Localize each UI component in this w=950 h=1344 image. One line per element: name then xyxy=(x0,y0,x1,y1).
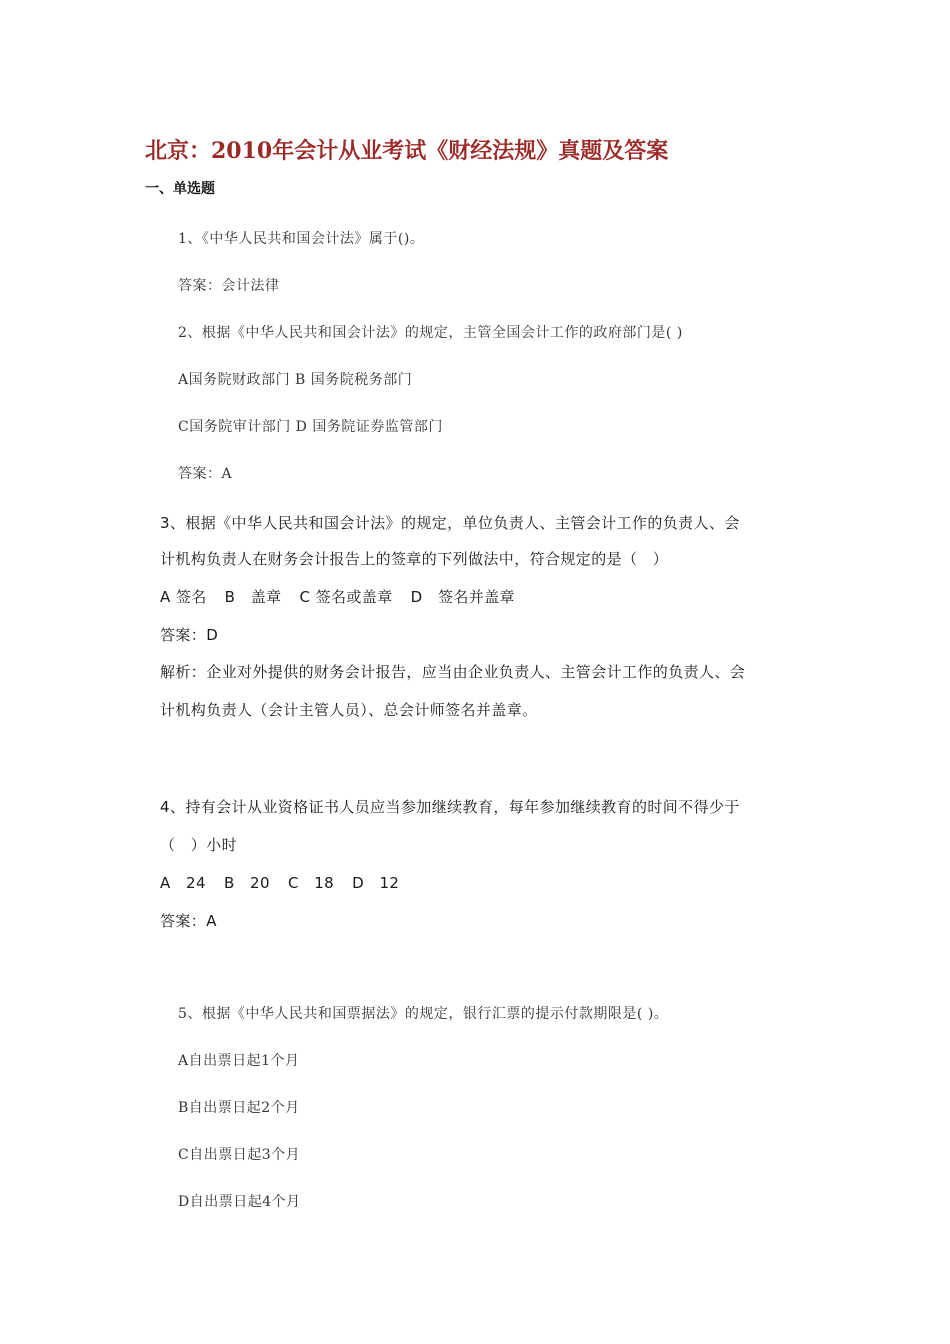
option: B 20 xyxy=(223,874,270,892)
option: D 签名并盖章 xyxy=(410,588,515,606)
question-3-line-1: 3、根据《中华人民共和国会计法》的规定，单位负责人、主管会计工作的负责人、会 xyxy=(160,514,740,532)
question-5: 5、根据《中华人民共和国票据法》的规定，银行汇票的提示付款期限是( )。 xyxy=(178,1006,669,1022)
question-2-options-cd: C国务院审计部门 D 国务院证券监管部门 xyxy=(178,419,443,435)
option: D 12 xyxy=(352,874,400,892)
option: A 24 xyxy=(160,874,206,892)
option: C 签名或盖章 xyxy=(299,588,393,606)
section-heading: 一、单选题 xyxy=(145,181,215,197)
answer-3: 答案：D xyxy=(160,626,219,644)
question-4-options xyxy=(160,872,417,893)
question-2: 2、根据《中华人民共和国会计法》的规定，主管全国会计工作的政府部门是( ) xyxy=(178,325,683,341)
answer-4: 答案：A xyxy=(160,912,217,930)
page-title: 北京：2010年会计从业考试《财经法规》真题及答案 xyxy=(145,138,669,164)
answer-2: 答案：A xyxy=(178,466,233,482)
question-5-option-b: B自出票日起2个月 xyxy=(178,1100,300,1116)
question-4-line-2: （ ）小时 xyxy=(160,836,238,854)
question-5-option-c: C自出票日起3个月 xyxy=(178,1147,301,1163)
question-1: 1、《中华人民共和国会计法》属于()。 xyxy=(178,231,425,247)
analysis-3-line-1: 解析：企业对外提供的财务会计报告，应当由企业负责人、主管会计工作的负责人、会 xyxy=(160,663,746,681)
question-3-options xyxy=(160,586,533,607)
answer-1: 答案：会计法律 xyxy=(178,278,280,294)
option: C 18 xyxy=(287,874,335,892)
question-2-options-ab: A国务院财政部门 B 国务院税务部门 xyxy=(178,372,413,388)
option: B 盖章 xyxy=(224,588,282,606)
analysis-3-line-2: 计机构负责人（会计主管人员）、总会计师签名并盖章。 xyxy=(160,701,538,719)
question-5-option-a: A自出票日起1个月 xyxy=(178,1053,300,1069)
question-3-line-2: 计机构负责人在财务会计报告上的签章的下列做法中，符合规定的是（ ） xyxy=(160,550,669,568)
question-5-option-d: D自出票日起4个月 xyxy=(178,1194,301,1210)
question-4-line-1: 4、持有会计从业资格证书人员应当参加继续教育，每年参加继续教育的时间不得少于 xyxy=(160,798,740,816)
option: A 签名 xyxy=(160,588,207,606)
